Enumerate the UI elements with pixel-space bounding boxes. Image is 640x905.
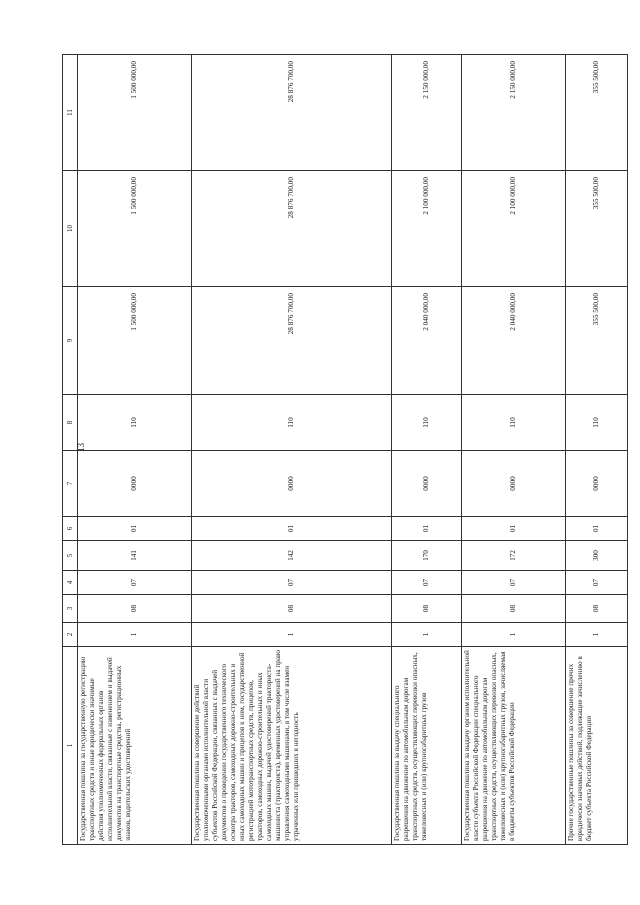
cell-col4: 07 [192, 571, 392, 595]
cell-col4: 07 [462, 571, 566, 595]
cell-col3: 08 [462, 595, 566, 623]
cell-col3: 08 [566, 595, 628, 623]
page-number: 13 [76, 443, 86, 452]
cell-col9: 2 040 000,00 [392, 287, 462, 395]
col-header-3: 3 [63, 595, 78, 623]
table-row [462, 55, 566, 845]
col-header-2: 2 [63, 623, 78, 647]
cell-col8: 110 [462, 395, 566, 451]
cell-col11: 2 150 000,00 [462, 55, 566, 171]
cell-col11: 355 500,00 [566, 55, 628, 171]
table-row [192, 55, 392, 845]
cell-col10: 355 500,00 [566, 171, 628, 287]
cell-col7: 0000 [78, 451, 192, 517]
cell-col6: 01 [78, 517, 192, 541]
table-row [78, 55, 192, 845]
cell-col2: 1 [462, 623, 566, 647]
budget-table [62, 54, 628, 845]
cell-col7: 0000 [566, 451, 628, 517]
cell-col10: 2 100 000,00 [392, 171, 462, 287]
cell-col8: 110 [566, 395, 628, 451]
col-header-6: 6 [63, 517, 78, 541]
col-header-8: 8 [63, 395, 78, 451]
cell-col5: 141 [78, 541, 192, 571]
cell-col6: 01 [566, 517, 628, 541]
cell-col10: 1 500 000,00 [78, 171, 192, 287]
col-header-7: 7 [63, 451, 78, 517]
cell-col6: 01 [192, 517, 392, 541]
col-header-9: 9 [63, 287, 78, 395]
cell-col7: 0000 [462, 451, 566, 517]
cell-col9: 1 500 000,00 [78, 287, 192, 395]
table-row [566, 55, 628, 845]
cell-col9: 2 040 000,00 [462, 287, 566, 395]
cell-col4: 07 [392, 571, 462, 595]
cell-col5: 172 [462, 541, 566, 571]
cell-col7: 0000 [192, 451, 392, 517]
col-header-1: 1 [63, 647, 78, 845]
header-row [63, 55, 78, 845]
row-name: Государственная пошлина за государственную регистрацию транспортных средств и иные юридически значимые действия уполномоченных федеральных органов исполнительной власти, связанные с изменением и выдачей документов на транспортные средства, регистрационных знаков, водительских удостоверений [78, 647, 192, 845]
cell-col5: 300 [566, 541, 628, 571]
cell-col8: 110 [392, 395, 462, 451]
cell-col11: 28 876 700,00 [192, 55, 392, 171]
cell-col4: 07 [566, 571, 628, 595]
cell-col8: 110 [192, 395, 392, 451]
col-header-4: 4 [63, 571, 78, 595]
cell-col2: 1 [392, 623, 462, 647]
col-header-5: 5 [63, 541, 78, 571]
cell-col2: 1 [192, 623, 392, 647]
row-name: Государственная пошлина за выдачу специального разрешения на движение по автомобильным дорогам транспортных средств, осуществляющих перевозки опасных, тяжеловесных и (или) крупногабаритных грузов [392, 647, 462, 845]
cell-col3: 08 [192, 595, 392, 623]
cell-col11: 1 500 000,00 [78, 55, 192, 171]
cell-col11: 2 150 000,00 [392, 55, 462, 171]
cell-col9: 28 876 700,00 [192, 287, 392, 395]
cell-col7: 0000 [392, 451, 462, 517]
cell-col6: 01 [392, 517, 462, 541]
cell-col4: 07 [78, 571, 192, 595]
cell-col2: 1 [78, 623, 192, 647]
cell-col5: 142 [192, 541, 392, 571]
cell-col10: 2 100 000,00 [462, 171, 566, 287]
rotated-table-container [62, 55, 600, 845]
cell-col5: 170 [392, 541, 462, 571]
col-header-11: 11 [63, 55, 78, 171]
col-header-10: 10 [63, 171, 78, 287]
row-name: Государственная пошлина за совершение действий уполномоченными органами исполнительной власти субъектов Российской Федерации, связанных с выдачей документов о проведении государственного технического осмотра тракторов, самоходных дорожно-строительных и иных самоходных машин и прицепов к ним, государственной регистрацией мототранспортных средств, прицепов, тракторов, самоходных дорожно-строительных и иных самоходных машин, выдачей удостоверений тракториста-машиниста (тракториста), временных удостоверений на право управления самоходными машинами, в том числе взамен утраченных или пришедших в негодность [192, 647, 392, 845]
cell-col3: 08 [392, 595, 462, 623]
cell-col6: 01 [462, 517, 566, 541]
row-name: Государственная пошлина за выдачу органом исполнительной власти субъекта Российской Федерации специального разрешения на движение по автомобильным дорогам транспортных средств, осуществляющих перевозки опасных, тяжеловесных и (или) крупногабаритных грузов, зачисляемая в бюджеты субъектов Российской Федерации [462, 647, 566, 845]
cell-col8: 110 [78, 395, 192, 451]
cell-col2: 1 [566, 623, 628, 647]
cell-col3: 08 [78, 595, 192, 623]
table-row [392, 55, 462, 845]
row-name: Прочие государственные пошлины за совершение прочих юридически значимых действий, подлежащие зачислению в бюджет субъекта Российской Федерации [566, 647, 628, 845]
cell-col9: 355 500,00 [566, 287, 628, 395]
cell-col10: 28 876 700,00 [192, 171, 392, 287]
